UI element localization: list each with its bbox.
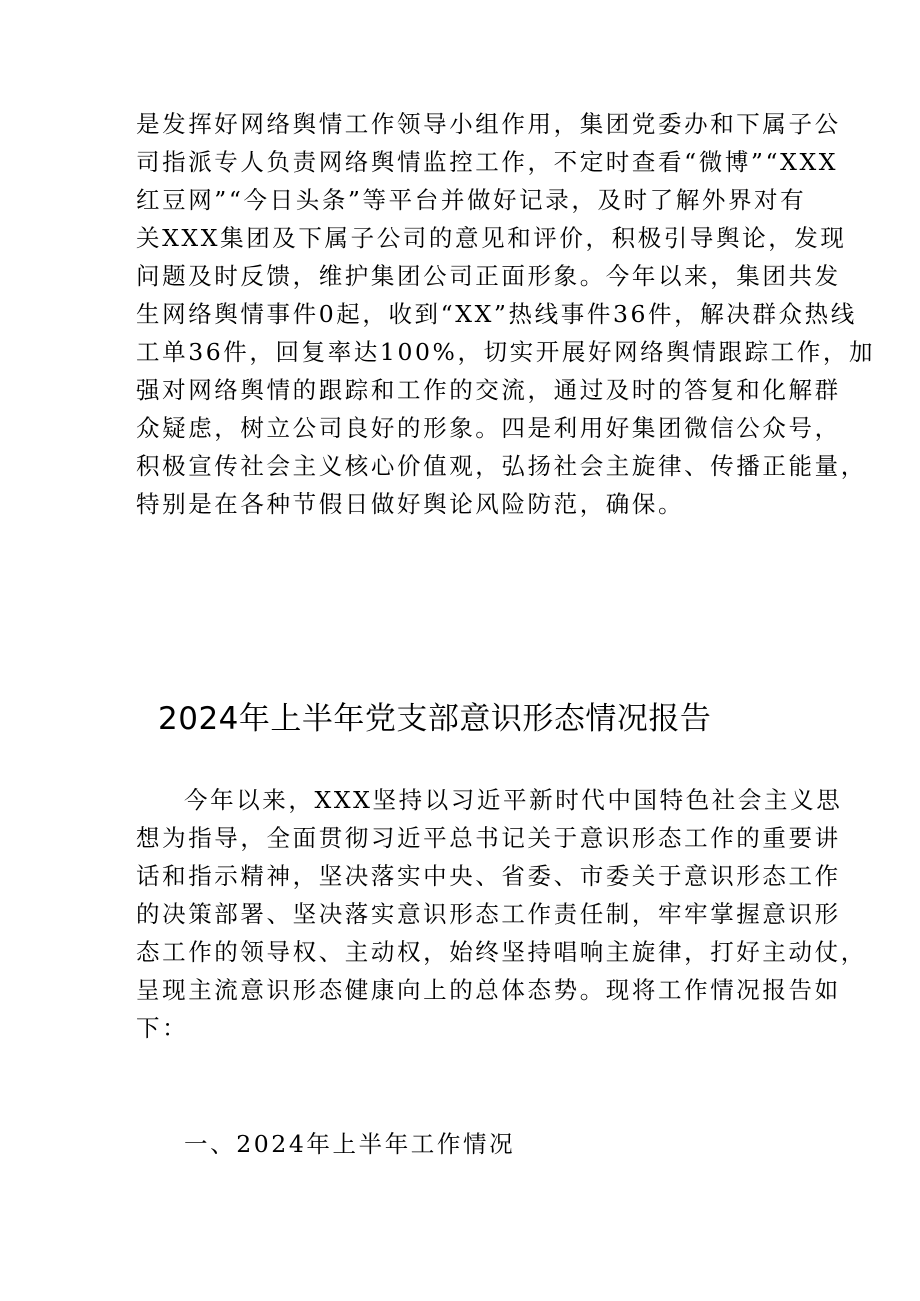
text-line: 话和指示精神，坚决落实中央、省委、市委关于意识形态工作 (136, 862, 841, 890)
text-line: 积极宣传社会主义核心价值观，弘扬社会主旋律、传播正能量， (136, 452, 867, 480)
text-line: 态工作的领导权、主动权，始终坚持唱响主旋律，打好主动仗， (136, 938, 867, 966)
text-line: 众疑虑，树立公司良好的形象。四是利用好集团微信公众号， (136, 414, 841, 442)
text-line: 想为指导，全面贯彻习近平总书记关于意识形态工作的重要讲 (136, 824, 841, 852)
text-line: 是发挥好网络舆情工作领导小组作用，集团党委办和下属子公 (136, 110, 841, 138)
text-line: 特别是在各种节假日做好舆论风险防范，确保。 (136, 490, 685, 518)
text-line: 呈现主流意识形态健康向上的总体态势。现将工作情况报告如 (136, 976, 841, 1004)
text-line: 的决策部署、坚决落实意识形态工作责任制，牢牢掌握意识形 (136, 900, 841, 928)
text-line: 关XXX集团及下属子公司的意见和评价，积极引导舆论，发现 (136, 224, 847, 252)
text-line: 强对网络舆情的跟踪和工作的交流，通过及时的答复和化解群 (136, 376, 841, 404)
text-line: 工单36件，回复率达100%，切实开展好网络舆情跟踪工作，加 (136, 338, 876, 366)
text-line: 司指派专人负责网络舆情监控工作，不定时查看“微博”“XXX (136, 148, 839, 176)
text-line: 今年以来，XXX坚持以习近平新时代中国特色社会主义思 (184, 786, 843, 814)
text-line: 红豆网”“今日头条”等平台并做好记录，及时了解外界对有 (136, 186, 807, 214)
text-line: 问题及时反馈，维护集团公司正面形象。今年以来，集团共发 (136, 262, 841, 290)
report-title: 2024年上半年党支部意识形态情况报告 (158, 701, 712, 737)
section-heading: 一、2024年上半年工作情况 (184, 1130, 516, 1158)
text-line: 生网络舆情事件0起，收到“XX”热线事件36件，解决群众热线 (136, 300, 857, 328)
text-line: 下： (136, 1014, 189, 1042)
